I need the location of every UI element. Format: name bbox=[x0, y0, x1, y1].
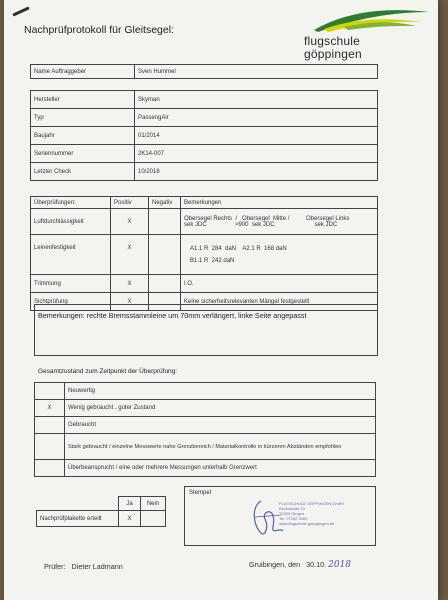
stamp-line: Tel. 07162 9460 bbox=[279, 516, 308, 521]
checks-header: Positiv bbox=[111, 197, 149, 209]
checks-header: Überprüfungen: bbox=[31, 197, 111, 209]
customer-value: Sven Hummel bbox=[135, 65, 378, 79]
check-remark-line: sek JDC >900 sek JDC sek JDC bbox=[184, 221, 338, 228]
sticker-no-header: Nein bbox=[141, 497, 166, 511]
stamp-box bbox=[184, 486, 376, 546]
school-logo bbox=[304, 6, 434, 60]
sticker-table bbox=[36, 496, 166, 527]
glider-row-value: Skyman bbox=[135, 91, 378, 109]
stamp-line: 73333 Gingen bbox=[279, 511, 305, 516]
pen-mark bbox=[12, 6, 30, 16]
condition-mark bbox=[35, 383, 65, 400]
check-remark-line: B1.1 R 242 daN bbox=[190, 257, 235, 264]
sticker-corner bbox=[37, 497, 119, 511]
customer-label: Name Auftraggeber bbox=[31, 65, 135, 79]
overall-condition-title: Gesamtzustand zum Zeitpunkt der Überprüfung: bbox=[38, 368, 178, 375]
logo-swoosh-icon bbox=[304, 6, 434, 34]
checks-table bbox=[30, 196, 378, 311]
condition-label: Gebraucht bbox=[65, 417, 376, 434]
glider-row-label: Letzter Check bbox=[31, 163, 135, 181]
protocol-sheet bbox=[4, 0, 438, 600]
condition-mark: X bbox=[35, 400, 65, 417]
sticker-yes-value: X bbox=[119, 511, 141, 527]
check-remark-line: Obersegel Rechts / Obersegel Mitte / Obersegel Links bbox=[184, 215, 350, 222]
logo-text-line2: göppingen bbox=[304, 47, 362, 61]
check-remark bbox=[181, 209, 378, 235]
remarks-text: Bemerkungen: rechte Bremsstammleine um 70mm verlängert, linke Seite angepasst bbox=[38, 311, 307, 320]
check-positive: X bbox=[111, 209, 149, 235]
stamp-line: FLUGSCHULE GÖPPINGEN GmbH bbox=[279, 501, 344, 506]
check-remark-line: A1.1 R 284 daN A2.1 R 168 daN bbox=[190, 245, 287, 252]
glider-row-label: Hersteller bbox=[31, 91, 135, 109]
place-date-text: Gruibingen, den 30.10. bbox=[249, 560, 327, 569]
checks-header: Bemerkungen bbox=[181, 197, 378, 209]
condition-mark bbox=[35, 460, 65, 477]
check-label: Luftdurchlässigkeit bbox=[31, 209, 111, 235]
glider-row-label: Typ bbox=[31, 109, 135, 127]
check-negative bbox=[149, 209, 181, 235]
stamp-text bbox=[279, 501, 344, 526]
handwritten-year: 2018 bbox=[328, 560, 352, 570]
checks-header: Negativ bbox=[149, 197, 181, 209]
condition-label: Wenig gebraucht , guter Zustand bbox=[65, 400, 376, 417]
condition-label: Neuwertig bbox=[65, 383, 376, 400]
stamp-line: Kirchstraße 10 bbox=[279, 506, 306, 511]
check-negative bbox=[149, 275, 181, 293]
stamp-line: www.flugschule-goeppingen.de bbox=[279, 521, 335, 526]
sticker-row-label: Nachprüfplakette erteilt bbox=[37, 511, 119, 527]
condition-mark bbox=[35, 434, 65, 460]
condition-mark bbox=[35, 417, 65, 434]
condition-label: Überbeansprucht / eine oder mehrere Messungen unterhalb Grenzwert bbox=[65, 460, 376, 477]
inspector-name: Prüfer: Dieter Ladmann bbox=[44, 562, 123, 571]
glider-row-value: PassengAir bbox=[135, 109, 378, 127]
check-remark bbox=[181, 235, 378, 275]
check-positive: X bbox=[111, 293, 149, 311]
check-remark: I.O. bbox=[181, 275, 378, 293]
glider-table bbox=[30, 90, 378, 181]
company-stamp bbox=[247, 497, 367, 539]
document-title: Nachprüfprotokoll für Gleitsegel: bbox=[24, 24, 174, 36]
check-negative bbox=[149, 235, 181, 275]
check-label: Leinenfestigkeit bbox=[31, 235, 111, 275]
glider-row-label: Baujahr bbox=[31, 127, 135, 145]
stamp-label: Stempel bbox=[189, 490, 212, 496]
check-label: Sichtprüfung bbox=[31, 293, 111, 311]
customer-table bbox=[30, 64, 378, 79]
sticker-no-value bbox=[141, 511, 166, 527]
check-positive: X bbox=[111, 275, 149, 293]
glider-row-value: 10/2016 bbox=[135, 163, 378, 181]
overall-condition-table bbox=[34, 382, 376, 477]
logo-text-line1: flugschule bbox=[304, 34, 361, 48]
glider-row-value: 01/2014 bbox=[135, 127, 378, 145]
check-label: Trimmung bbox=[31, 275, 111, 293]
glider-row-value: 2K14-007 bbox=[135, 145, 378, 163]
place-date bbox=[249, 560, 351, 570]
check-positive: X bbox=[111, 235, 149, 275]
sticker-yes-header: Ja bbox=[119, 497, 141, 511]
condition-label: Stark gebraucht / einzelne Messwerte nahe Grenzbereich / Materialkontrolle in kürzeren Abständen empfohlen bbox=[65, 434, 376, 460]
check-remark: Keine sicherheitsrelevanten Mängel festgestellt bbox=[181, 293, 378, 311]
glider-row-label: Seriennummer bbox=[31, 145, 135, 163]
remarks-box bbox=[34, 304, 378, 356]
